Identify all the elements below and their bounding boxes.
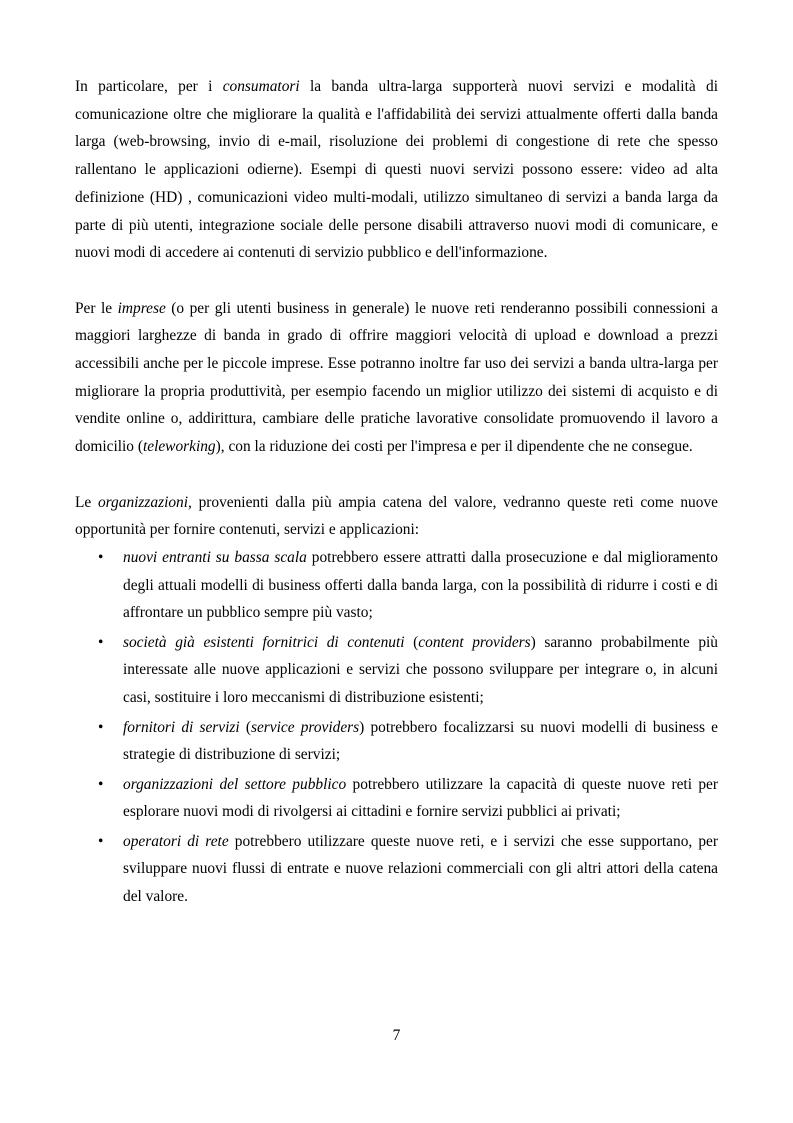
bullet-text: ) saranno probabilmente più interessate alle nuove applicazioni e servizi che possono sviluppare per integrare o, in alcuni casi, sostituire i loro meccanismi di distribuzione esistenti; <box>123 633 718 707</box>
emphasis-term: società già esistenti fornitrici di contenuti <box>123 633 405 651</box>
emphasis-term: organizzazioni, <box>97 493 192 511</box>
paragraph-text: (o per gli utenti business in generale) le nuove reti renderanno possibili connessioni a maggiori larghezze di banda in grado di offrire maggiori velocità di upload e download a prezzi accessibili anche per le piccole imprese. Esse potranno inoltre far uso dei servizi a banda ultra-larga per migliorare la propria produttività, per esempio facendo un miglior utilizzo dei sistemi di acquisto e di vendite online o, addirittura, cambiare delle pratiche lavorative consolidate promuovendo il lavoro a domicilio ( <box>75 299 718 456</box>
bullet-item <box>75 771 718 826</box>
paragraph-spacer <box>75 267 718 295</box>
emphasis-term: content providers <box>418 633 531 651</box>
bullet-item <box>75 544 718 627</box>
emphasis-term: service providers <box>250 718 360 736</box>
bullet-item <box>75 828 718 911</box>
emphasis-term: consumatori <box>222 78 300 95</box>
paragraph-text: In particolare, per i <box>75 78 223 95</box>
bullet-icon: • <box>98 548 104 566</box>
bullet-icon: • <box>98 832 104 850</box>
emphasis-term: nuovi entranti su bassa scala <box>123 548 307 566</box>
bullet-text: ) potrebbero focalizzarsi su nuovi modelli di business e strategie di distribuzione di servizi; <box>123 718 718 764</box>
paragraph-text: la banda ultra-larga supporterà nuovi servizi e modalità di comunicazione oltre che migliorare la qualità e l'affidabilità dei servizi attualmente offerti dalla banda larga (web-browsing, invio di e-mail, risoluzione dei problemi di congestione di rete che spesso rallentano le applicazioni odierne). Esempi di questi nuovi servizi possono essere: video ad alta definizione (HD) , comunicazioni video multi-modali, utilizzo simultaneo di servizi a banda larga da parte di più utenti, integrazione sociale delle persone disabili attraverso nuovi modi di comunicare, e nuovi modi di accedere ai contenuti di servizio pubblico e dell'informazione. <box>75 78 718 262</box>
page-number: 7 <box>392 1027 401 1044</box>
bullet-item <box>75 629 718 712</box>
emphasis-term: fornitori di servizi <box>123 718 240 736</box>
bullet-text: potrebbero essere attratti dalla prosecuzione e dal miglioramento degli attuali modelli di business offerti dalla banda larga, con la possibilità di ridurre i costi e di affrontare un pubblico sempre più vasto; <box>123 548 719 622</box>
emphasis-term: teleworking <box>142 438 216 456</box>
emphasis-term: organizzazioni del settore pubblico <box>123 775 347 793</box>
paragraph-text: Per le <box>75 299 118 317</box>
paragraph-text: Le <box>75 493 98 511</box>
paragraph-consumatori <box>75 73 718 267</box>
bullet-text: potrebbero utilizzare la capacità di queste nuove reti per esplorare nuovi modi di rivolgersi ai cittadini e fornire servizi pubblici ai privati; <box>123 775 718 821</box>
bullet-text: ( <box>239 718 251 736</box>
emphasis-term: imprese <box>117 299 166 317</box>
bullet-list <box>75 544 718 911</box>
bullet-icon: • <box>98 775 104 793</box>
paragraph-imprese <box>75 295 718 461</box>
bullet-icon: • <box>98 633 104 651</box>
bullet-item <box>75 714 718 769</box>
paragraph-text: ), con la riduzione dei costi per l'impresa e per il dipendente che ne consegue. <box>215 438 693 456</box>
paragraph-text: provenienti dalla più ampia catena del valore, vedranno queste reti come nuove opportunità per fornire contenuti, servizi e applicazioni: <box>75 493 718 539</box>
paragraph-spacer <box>75 461 718 489</box>
document-page <box>75 73 718 913</box>
bullet-text: potrebbero utilizzare queste nuove reti, e i servizi che esse supportano, per sviluppare nuovi flussi di entrate e nuove relazioni commerciali con gli altri attori della catena del valore. <box>123 832 718 906</box>
bullet-icon: • <box>98 718 104 736</box>
emphasis-term: operatori di rete <box>123 832 229 850</box>
paragraph-organizzazioni <box>75 489 718 544</box>
bullet-text: ( <box>404 633 419 651</box>
